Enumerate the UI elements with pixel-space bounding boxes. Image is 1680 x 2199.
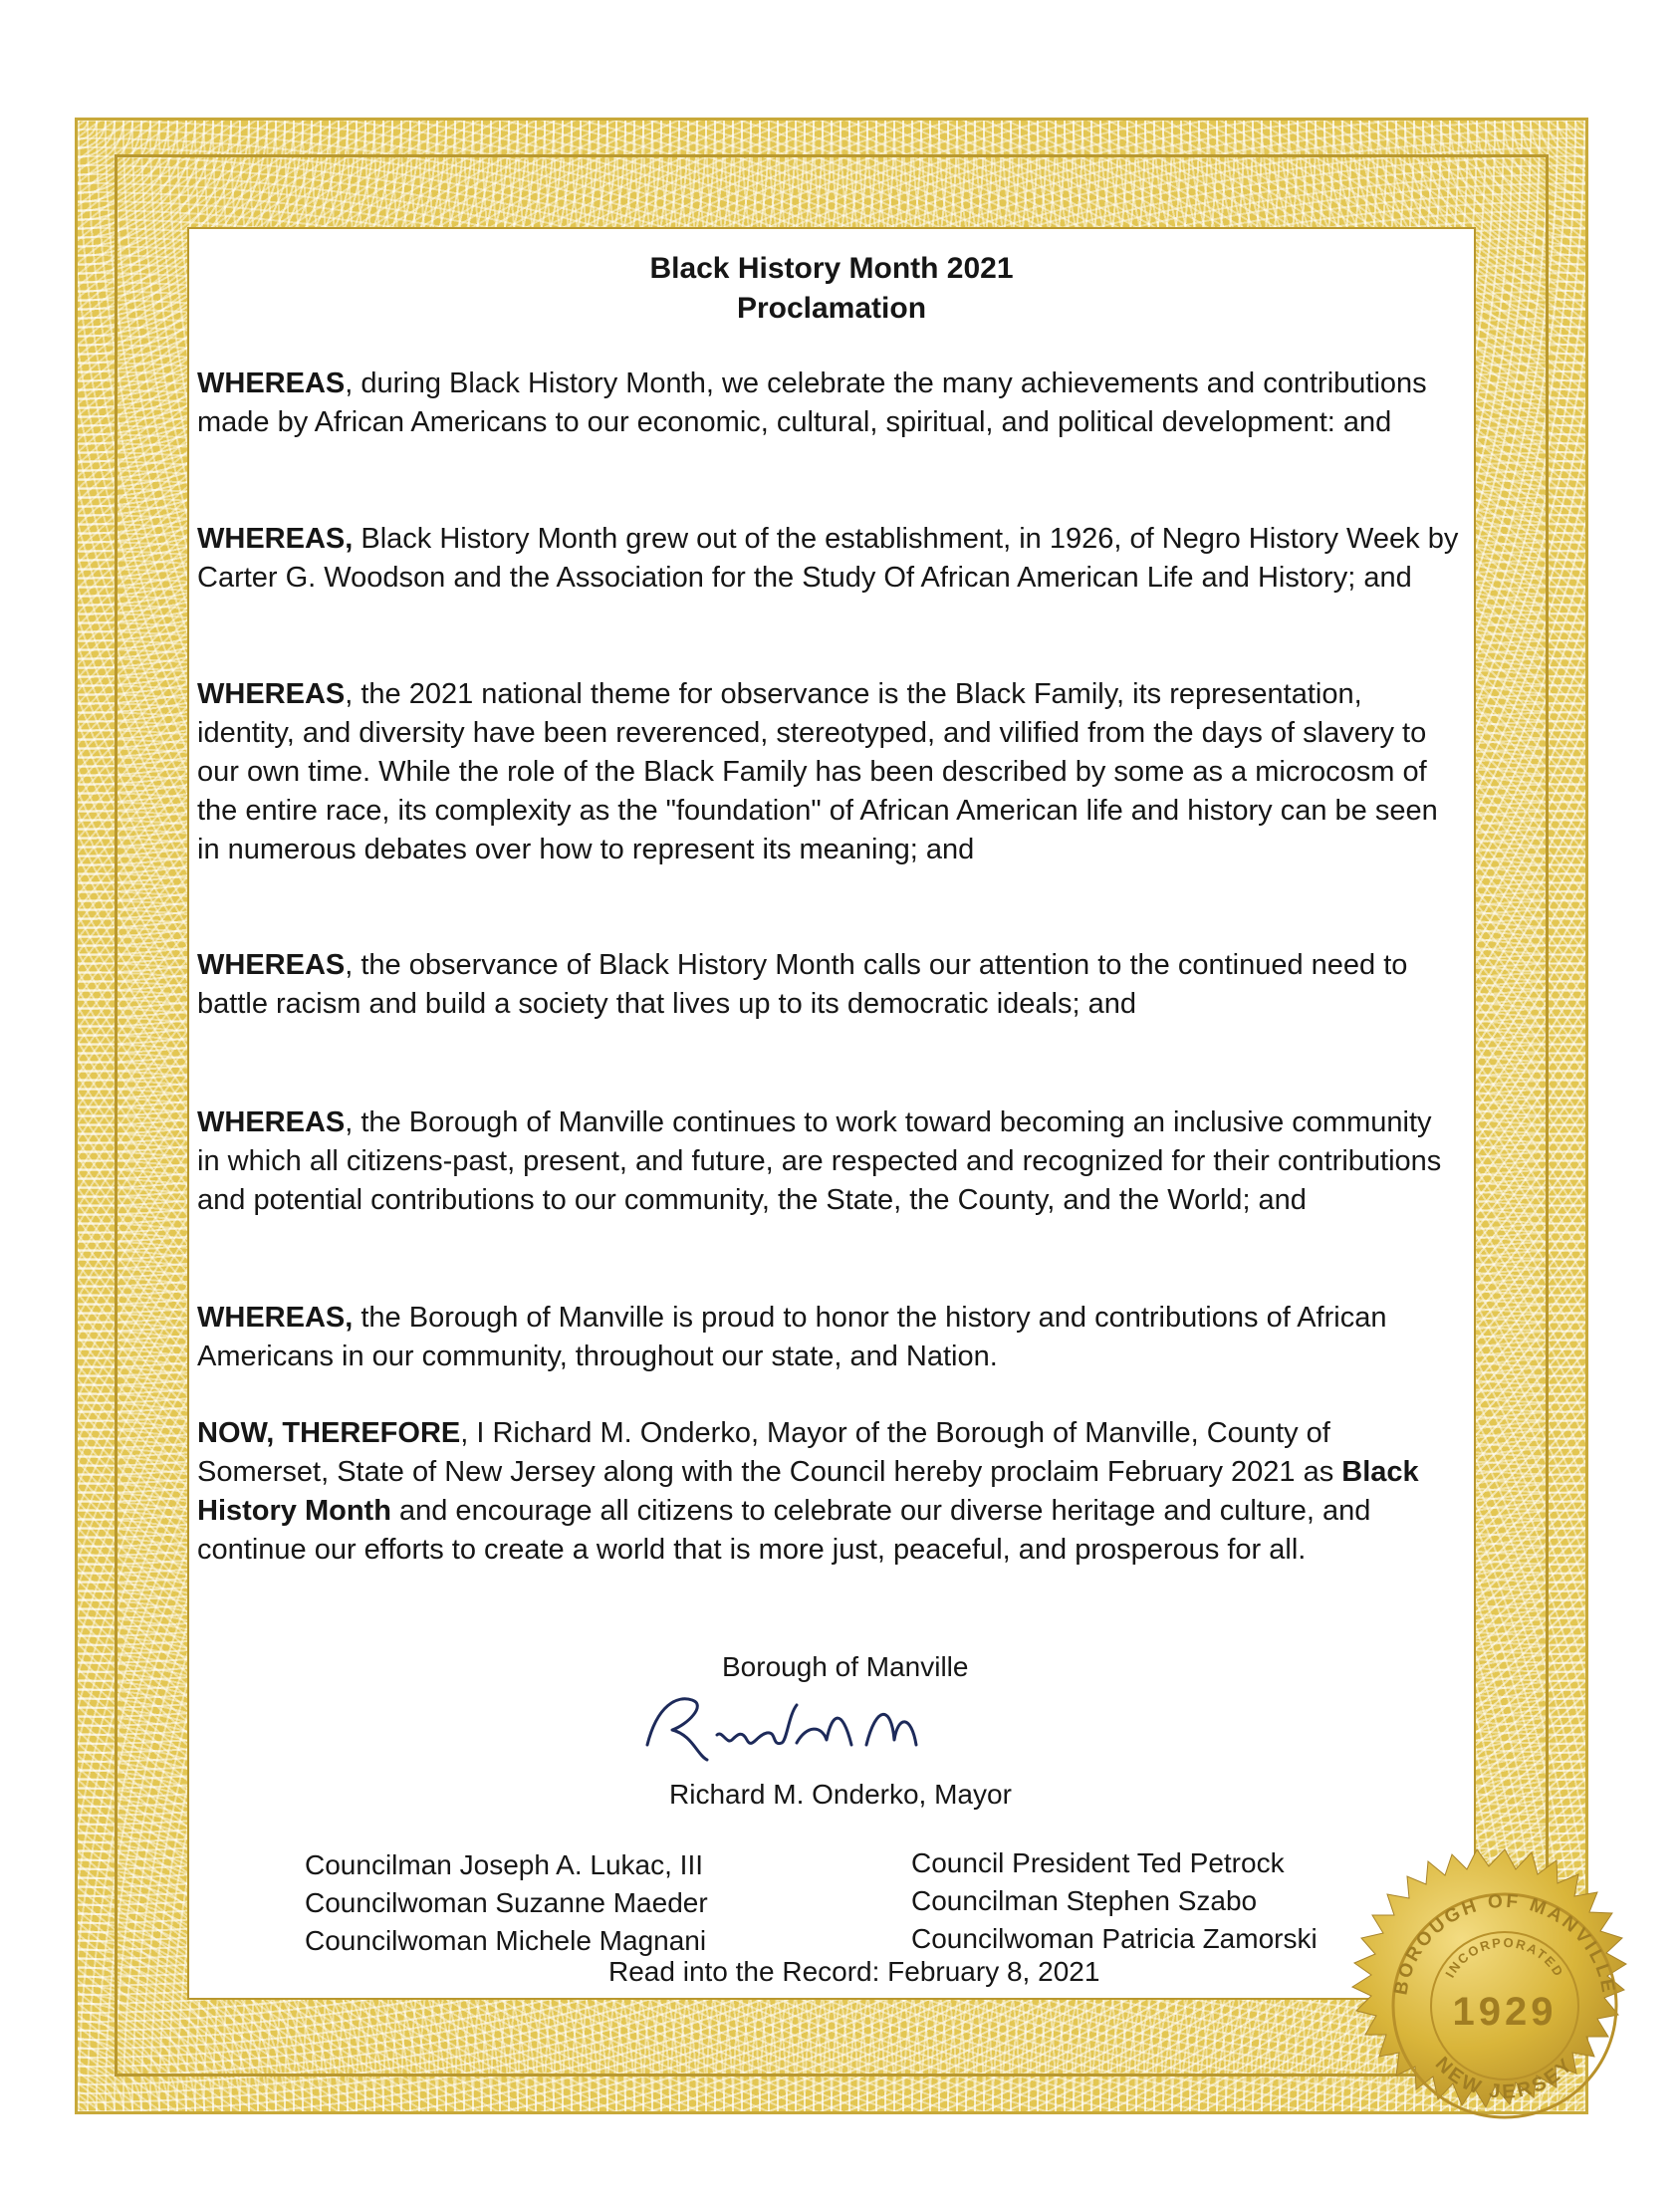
now-therefore-paragraph bbox=[197, 1414, 1462, 1570]
whereas-paragraph-6 bbox=[197, 1299, 1462, 1376]
council-left-column bbox=[305, 1846, 708, 1960]
seal-inner-text: INCORPORATED bbox=[1442, 1934, 1567, 1981]
whereas-paragraph-1 bbox=[197, 365, 1462, 442]
document-subtitle: Proclamation bbox=[736, 292, 927, 325]
borough-seal bbox=[1346, 1847, 1663, 2164]
read-into-record: Read into the Record: February 8, 2021 bbox=[608, 1956, 1100, 1987]
whereas-lead: WHEREAS bbox=[197, 678, 346, 710]
seal-bottom-text: NEW JERSEY bbox=[1430, 2053, 1579, 2103]
mayor-name: Richard M. Onderko, Mayor bbox=[669, 1779, 1012, 1810]
now-therefore-text: , I Richard M. Onderko, Mayor of the Borough of Manville, County of Somerset, State of New Jersey along with the Council hereby proclaim February 2021 as bbox=[197, 1417, 1342, 1488]
whereas-text: the Borough of Manville is proud to honor the history and contributions of African Americans in our community, throughout our state, and Nation. bbox=[197, 1302, 1387, 1372]
whereas-lead: WHEREAS bbox=[197, 367, 346, 399]
whereas-text: , during Black History Month, we celebrate the many achievements and contributions made by African Americans to our economic, cultural, spiritual, and political development: and bbox=[197, 367, 1427, 438]
whereas-lead: WHEREAS bbox=[197, 1106, 346, 1138]
whereas-text: , the observance of Black History Month calls our attention to the continued need to battle racism and build a society that lives up to its democratic ideals; and bbox=[197, 949, 1408, 1020]
black-history-month-emphasis: Black History Month bbox=[197, 1456, 1419, 1527]
whereas-text: , the 2021 national theme for observance is the Black Family, its representation, identity, and diversity have been reverenced, stereotyped, and vilified from the days of slavery to our own time. While the role of the Black Family has been described by some as a microcosm of the entire race, its complexity as the "foundation" of African American life and history can be seen in numerous debates over how to represent its meaning; and bbox=[197, 678, 1438, 865]
now-therefore-text-end: and encourage all citizens to celebrate our diverse heritage and culture, and continue our efforts to create a world that is more just, peaceful, and prosperous for all. bbox=[197, 1495, 1371, 1566]
whereas-paragraph-4 bbox=[197, 946, 1462, 1024]
seal-year: 1929 bbox=[1452, 1990, 1558, 2034]
whereas-lead: WHEREAS bbox=[197, 949, 346, 981]
whereas-lead: WHEREAS, bbox=[197, 1302, 354, 1334]
borough-label: Borough of Manville bbox=[722, 1651, 969, 1682]
council-right-column bbox=[911, 1844, 1318, 1958]
whereas-paragraph-3 bbox=[197, 675, 1462, 869]
whereas-paragraph-2 bbox=[197, 520, 1462, 598]
whereas-paragraph-5 bbox=[197, 1103, 1462, 1220]
mayor-signature bbox=[637, 1685, 1095, 1775]
council-member: Councilwoman Patricia Zamorski bbox=[911, 1923, 1318, 1954]
whereas-text: Black History Month grew out of the establishment, in 1926, of Negro History Week by Carter G. Woodson and the Association for the Study Of African American Life and History; and bbox=[197, 523, 1459, 594]
whereas-text: , the Borough of Manville continues to work toward becoming an inclusive community in which all citizens-past, present, and future, are respected and recognized for their contributions and potential contributions to our community, the State, the County, and the World; and bbox=[197, 1106, 1442, 1216]
now-therefore-lead: NOW, THEREFORE bbox=[197, 1417, 461, 1449]
council-member: Councilman Joseph A. Lukac, III bbox=[305, 1849, 703, 1880]
document-title: Black History Month 2021 bbox=[649, 252, 1014, 285]
council-member: Councilwoman Michele Magnani bbox=[305, 1925, 707, 1956]
seal-outer-text: BOROUGH OF MANVILLE bbox=[1390, 1890, 1619, 1997]
council-member: Councilman Stephen Szabo bbox=[911, 1885, 1258, 1916]
whereas-lead: WHEREAS, bbox=[197, 523, 354, 555]
council-member: Councilwoman Suzanne Maeder bbox=[305, 1887, 708, 1918]
council-member: Council President Ted Petrock bbox=[911, 1847, 1285, 1878]
